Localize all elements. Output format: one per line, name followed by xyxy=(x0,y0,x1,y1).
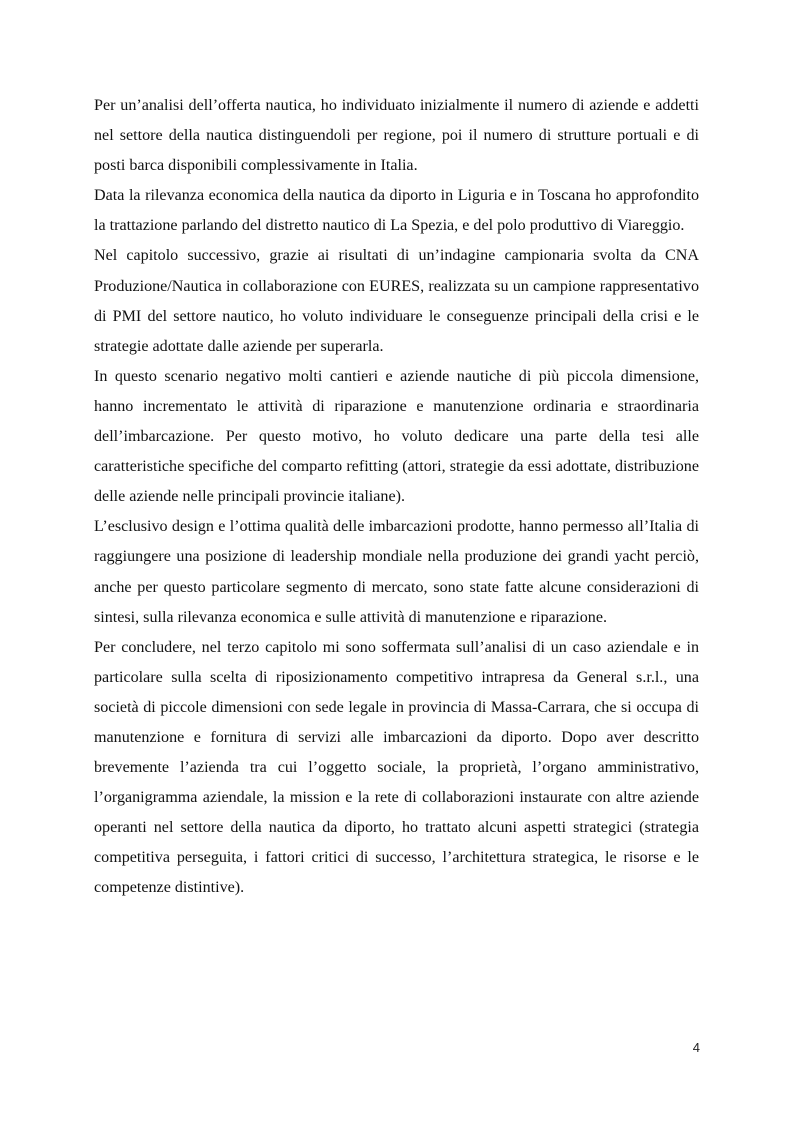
paragraph-liguria-toscana: Data la rilevanza economica della nautica da diporto in Liguria e in Toscana ho approfondito la trattazione parlando del distretto nautico di La Spezia, e del polo produttivo di Viareggio. xyxy=(94,187,699,235)
paragraph-offerta-nautica: Per un’analisi dell’offerta nautica, ho individuato inizialmente il numero di aziende e addetti nel settore della nautica distinguendoli per regione, poi il numero di strutture portuali e di posti barca disponibili complessivamente in Italia. xyxy=(94,97,699,175)
paragraph-grandi-yacht: L’esclusivo design e l’ottima qualità delle imbarcazioni prodotte, hanno permesso all’Italia di raggiungere una posizione di leadership mondiale nella produzione dei grandi yacht perciò, anche per questo particolare segmento di mercato, sono state fatte alcune considerazioni di sintesi, sulla rilevanza economica e sulle attività di manutenzione e riparazione. xyxy=(94,518,699,626)
body-text xyxy=(94,91,699,904)
paragraph-refitting: In questo scenario negativo molti cantieri e aziende nautiche di più piccola dimensione, hanno incrementato le attività di riparazione e manutenzione ordinaria e straordinaria dell’imbarcazione. Per questo motivo, ho voluto dedicare una parte della tesi alle caratteristiche specifiche del comparto refitting (attori, strategie da essi adottate, distribuzione delle aziende nelle principali provincie italiane). xyxy=(94,367,699,506)
paragraph-indagine-cna: Nel capitolo successivo, grazie ai risultati di un’indagine campionaria svolta da CNA Produzione/Nautica in collaborazione con EURES, realizzata su un campione rappresentativo di PMI del settore nautico, ho voluto individuare le conseguenze principali della crisi e le strategie adottate dalle aziende per superarla. xyxy=(94,247,699,355)
paragraph-caso-aziendale: Per concludere, nel terzo capitolo mi sono soffermata sull’analisi di un caso aziendale e in particolare sulla scelta di riposizionamento competitivo intrapresa da General s.r.l., una società di piccole dimensioni con sede legale in provincia di Massa-Carrara, che si occupa di manutenzione e fornitura di servizi alle imbarcazioni da diporto. Dopo aver descritto brevemente l’azienda tra cui l’oggetto sociale, la proprietà, l’organo amministrativo, l’organigramma aziendale, la mission e la rete di collaborazioni instaurate con altre aziende operanti nel settore della nautica da diporto, ho trattato alcuni aspetti strategici (strategia competitiva perseguita, i fattori critici di successo, l’architettura strategica, le risorse e le competenze distintive). xyxy=(94,638,699,897)
page-number: 4 xyxy=(692,1040,700,1055)
